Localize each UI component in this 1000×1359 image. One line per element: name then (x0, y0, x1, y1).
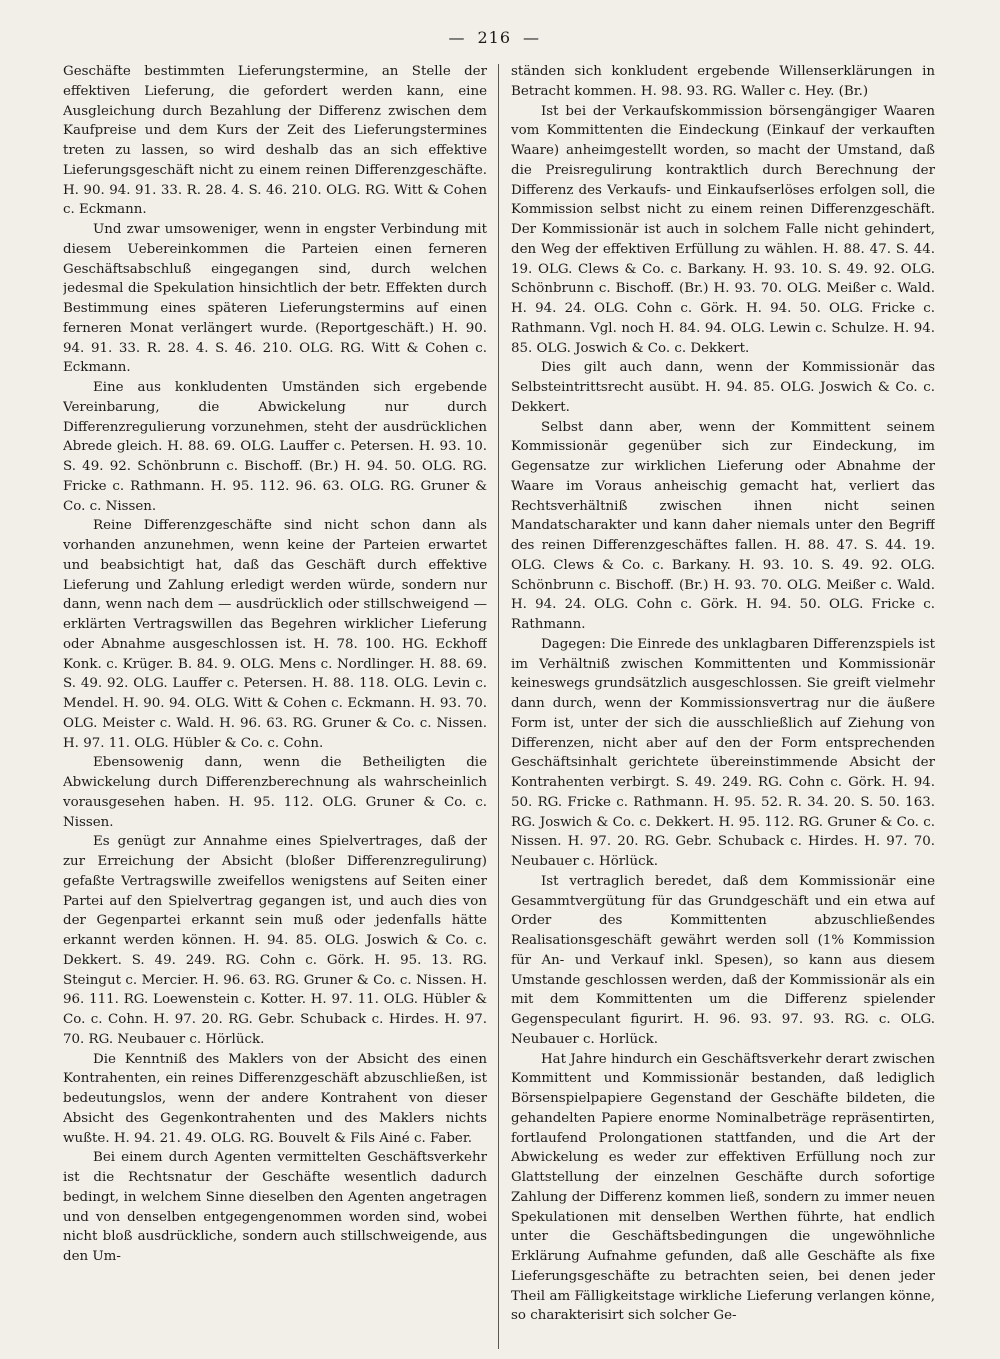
paragraph: Dies gilt auch dann, wenn der Kommissionär das Selbsteintrittsrecht ausübt. H. 94. 85. OLG. Joswich & Co. c. Dekkert. (511, 360, 935, 415)
paragraph: Eine aus konkludenten Umständen sich ergebende Vereinbarung, die Abwickelung nur durch Differenzregulierung vorzunehmen, steht der ausdrücklichen Abrede gleich. H. 88. 69. OLG. Lauffer c. Petersen. H. 93. 10. S. 49. 92. Schönbrunn c. Bischoff. (Br.) H. 94. 50. OLG. RG. Fricke c. Rathmann. H. 95. 112. 96. 63. OLG. RG. Gruner & Co. c. Nissen. (63, 380, 487, 514)
paragraph: Reine Differenzgeschäfte sind nicht schon dann als vorhanden anzunehmen, wenn keine der Parteien erwartet und beabsichtigt hat, daß das Geschäft durch effektive Lieferung und Zahlung erledigt werden würde, sondern nur dann, wenn nach dem — ausdrücklich oder stillschweigend — erklärten Vertragswillen das Begehren wirklicher Lieferung oder Abnahme ausgeschlossen ist. H. 78. 100. HG. Eckhoff Konk. c. Krüger. B. 84. 9. OLG. Mens c. Nordlinger. H. 88. 69. S. 49. 92. OLG. Lauffer c. Petersen. H. 88. 118. OLG. Levin c. Mendel. H. 90. 94. OLG. Witt & Cohen c. Eckmann. H. 93. 70. OLG. Meister c. Wald. H. 96. 63. RG. Gruner & Co. c. Nissen. H. 97. 11. OLG. Hübler & Co. c. Cohn. (63, 518, 487, 751)
dash-left: — (448, 28, 466, 47)
right-column (511, 62, 935, 1352)
dash-right: — (523, 28, 540, 47)
paragraph: Ebensowenig dann, wenn die Betheiligten die Abwickelung durch Differenzberechnung als wahrscheinlich vorausgesehen haben. H. 95. 112. OLG. Gruner & Co. c. Nissen. (63, 755, 487, 830)
page-number-value: 216 (477, 28, 511, 47)
paragraph: Dagegen: Die Einrede des unklagbaren Differenzspiels ist im Verhältniß zwischen Kommittenten und Kommissionär keineswegs grundsätzlich ausgeschlossen. Sie greift vielmehr dann durch, wenn der Kommissionsvertrag nur die äußere Form ist, unter der sich die ausschließlich auf Ziehung von Differenzen, nicht aber auf den der Form entsprechenden Geschäftsinhalt gerichtete übereinstimmende Absicht der Kontrahenten verbirgt. S. 49. 249. RG. Cohn c. Görk. H. 94. 50. RG. Fricke c. Rathmann. H. 95. 52. R. 34. 20. S. 50. 163. RG. Joswich & Co. c. Dekkert. H. 95. 112. RG. Gruner & Co. c. Nissen. H. 97. 20. RG. Gebr. Schuback c. Hirdes. H. 97. 70. Neubauer c. Hörlück. (511, 636, 935, 869)
paragraph: Hat Jahre hindurch ein Geschäftsverkehr derart zwischen Kommittent und Kommissionär bestanden, daß lediglich Börsenspielpapiere Gegenstand der Geschäfte bildeten, die gehandelten Papiere enorme Nominalbeträge repräsentirten, fortlaufend Prolongationen stattfanden, und die Art der Abwickelung es weder zur effektiven Erfüllung noch zur Glattstellung der einzelnen Geschäfte durch sofortige Zahlung der Differenz kommen ließ, sondern zu immer neuen Spekulationen mit denselben Werthen führte, hat endlich unter die Geschäftsbedingungen die ungewöhnliche Erklärung Aufnahme gefunden, daß alle Geschäfte als fixe Lieferungsgeschäfte zu betrachten seien, bei denen jeder Theil am Fälligkeitstage wirkliche Lieferung verlangen könne, so charakterisirt sich solcher Ge- (511, 1051, 935, 1324)
left-column (63, 62, 487, 1352)
paragraph: Die Kenntniß des Maklers von der Absicht des einen Kontrahenten, ein reines Differenzgeschäft abzuschließen, ist bedeutungslos, wenn der andere Kontrahent von dieser Absicht des Gegenkontrahenten und des Maklers nichts wußte. H. 94. 21. 49. OLG. RG. Bouvelt & Fils Ainé c. Faber. (63, 1051, 487, 1146)
paragraph: Und zwar umsoweniger, wenn in engster Verbindung mit diesem Uebereinkommen die Parteien einen ferneren Geschäftsabschluß eingegangen sind, durch welchen jedesmal die Spekulation hinsichtlich der betr. Effekten durch Bestimmung eines späteren Lieferungstermins auf einen ferneren Monat verlängert wurde. (Reportgeschäft.) H. 90. 94. 91. 33. R. 28. 4. S. 46. 210. OLG. RG. Witt & Cohen c. Eckmann. (63, 222, 487, 376)
paragraph: Ist bei der Verkaufskommission börsengängiger Waaren vom Kommittenten die Eindeckung (Einkauf der verkauften Waare) anheimgestellt worden, so macht der Umstand, daß die Preisregulirung kontraktlich durch Berechnung der Differenz des Verkaufs- und Einkaufserlöses erfolgen soll, die Kommission selbst nicht zu einem reinen Differenzgeschäft. Der Kommissionär ist auch in solchem Falle nicht gehindert, den Weg der effektiven Erfüllung zu wählen. H. 88. 47. S. 44. 19. OLG. Clews & Co. c. Barkany. H. 93. 10. S. 49. 92. OLG. Schönbrunn c. Bischoff. (Br.) H. 93. 70. OLG. Meißer c. Wald. H. 94. 24. OLG. Cohn c. Görk. H. 94. 50. OLG. Fricke c. Rathmann. Vgl. noch H. 84. 94. OLG. Lewin c. Schulze. H. 94. 85. OLG. Joswich & Co. c. Dekkert. (511, 103, 935, 356)
column-divider (498, 64, 499, 1349)
paragraph: Selbst dann aber, wenn der Kommittent seinem Kommissionär gegenüber sich zur Eindeckung, im Gegensatze zur wirklichen Lieferung oder Abnahme der Waare im Voraus anheischig gemacht hat, verliert das Rechtsverhältniß zwischen ihnen nicht seinen Mandatscharakter und kann daher niemals unter den Begriff des reinen Differenzgeschäftes fallen. H. 88. 47. S. 44. 19. OLG. Clews & Co. c. Barkany. H. 93. 10. S. 49. 92. OLG. Schönbrunn c. Bischoff. (Br.) H. 93. 70. OLG. Meißer c. Wald. H. 94. 24. OLG. Cohn c. Görk. H. 94. 50. OLG. Fricke c. Rathmann. (511, 419, 935, 632)
paragraph: ständen sich konkludent ergebende Willenserklärungen in Betracht kommen. H. 98. 93. RG. Waller c. Hey. (Br.) (511, 64, 935, 99)
paragraph: Ist vertraglich beredet, daß dem Kommissionär eine Gesammtvergütung für das Grundgeschäft und ein etwa auf Order des Kommittenten abzuschließendes Realisationsgeschäft gewährt werden soll (1% Kommission für An- und Verkauf inkl. Spesen), so kann aus diesem Umstande geschlossen werden, daß der Kommissionär als ein mit dem Kommittenten um die Differenz spielender Gegenspeculant figurirt. H. 96. 93. 97. 93. RG. c. OLG. Neubauer c. Horlück. (511, 873, 935, 1047)
paragraph: Bei einem durch Agenten vermittelten Geschäftsverkehr ist die Rechtsnatur der Geschäfte wesentlich dadurch bedingt, in welchem Sinne dieselben den Agenten angetragen und von denselben entgegengenommen worden sind, wobei nicht bloß ausdrückliche, sondern auch stillschweigende, aus den Um- (63, 1150, 487, 1264)
page-number (0, 28, 1000, 47)
paragraph: Geschäfte bestimmten Lieferungstermine, an Stelle der effektiven Lieferung, die gefordert werden kann, eine Ausgleichung durch Bezahlung der Differenz zwischen dem Kaufpreise und dem Kurs der Zeit des Lieferungstermines treten zu lassen, so wird deshalb das an sich effektive Lieferungsgeschäft nicht zu einem reinen Differenzgeschäfte. H. 90. 94. 91. 33. R. 28. 4. S. 46. 210. OLG. RG. Witt & Cohen c. Eckmann. (63, 64, 487, 218)
paragraph: Es genügt zur Annahme eines Spielvertrages, daß der zur Erreichung der Absicht (bloßer Differenzregulirung) gefaßte Vertragswille zweifellos wenigstens auf Seiten einer Partei auf den Spielvertrag gegangen ist, und auch dies von der Gegenpartei erkannt sein muß oder jedenfalls hätte erkannt werden können. H. 94. 85. OLG. Joswich & Co. c. Dekkert. S. 49. 249. RG. Cohn c. Görk. H. 95. 13. RG. Steingut c. Mercier. H. 96. 63. RG. Gruner & Co. c. Nissen. H. 96. 111. RG. Loewenstein c. Kotter. H. 97. 11. OLG. Hübler & Co. c. Cohn. H. 97. 20. RG. Gebr. Schuback c. Hirdes. H. 97. 70. RG. Neubauer c. Hörlück. (63, 834, 487, 1047)
